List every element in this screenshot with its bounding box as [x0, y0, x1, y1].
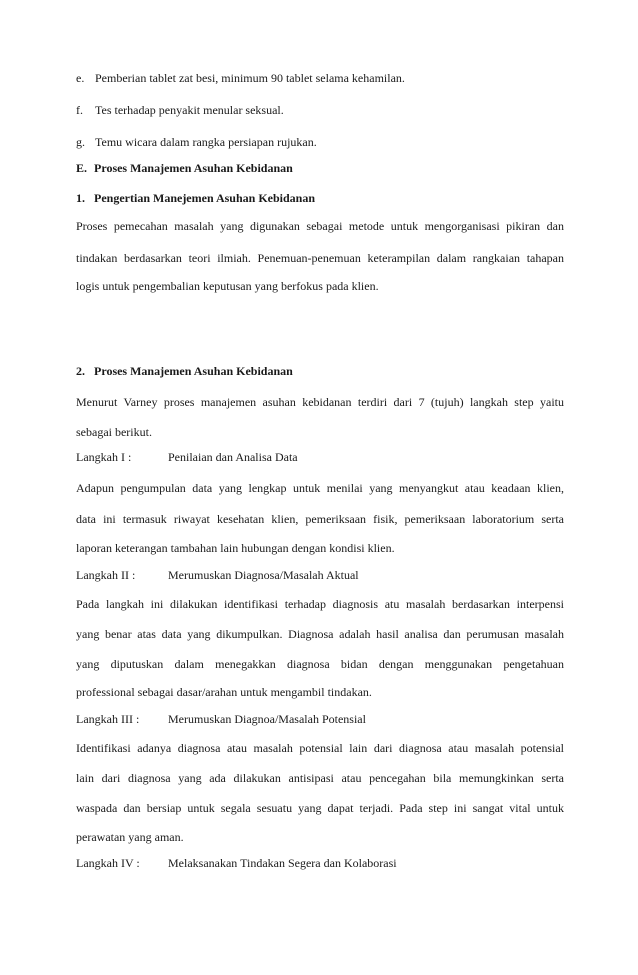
- list-item-e: [76, 70, 405, 86]
- subsection-marker: 2.: [76, 364, 85, 378]
- step-label: Langkah II :: [76, 568, 136, 582]
- step-title: Merumuskan Diagnoa/Masalah Potensial: [168, 712, 366, 726]
- paragraph-line: Adapun pengumpulan data yang lengkap untuk menilai yang menyangkut atau keadaan klien,: [76, 481, 564, 495]
- step-label: Langkah I :: [76, 450, 132, 464]
- list-item-f: [76, 102, 284, 118]
- step-title: Penilaian dan Analisa Data: [168, 450, 298, 464]
- step-title: Melaksanakan Tindakan Segera dan Kolaborasi: [168, 856, 397, 870]
- step-label: Langkah IV :: [76, 856, 140, 870]
- step-heading-4: [76, 855, 397, 871]
- paragraph-line: Menurut Varney proses manajemen asuhan kebidanan terdiri dari 7 (tujuh) langkah step yaitu: [76, 395, 564, 409]
- paragraph-line: professional sebagai dasar/arahan untuk mengambil tindakan.: [76, 685, 372, 699]
- paragraph-line: tindakan berdasarkan teori ilmiah. Penemuan-penemuan keterampilan dalam rangkaian tahapan: [76, 251, 564, 265]
- paragraph-line: perawatan yang aman.: [76, 830, 184, 844]
- list-text: Pemberian tablet zat besi, minimum 90 tablet selama kehamilan.: [95, 71, 405, 85]
- step-heading-2: [76, 567, 359, 583]
- step-heading-3: [76, 711, 366, 727]
- paragraph-line: laporan keterangan tambahan lain hubungan dengan kondisi klien.: [76, 541, 395, 555]
- subsection-marker: 1.: [76, 191, 85, 205]
- section-heading-e: [76, 160, 293, 176]
- subsection-heading-2: [76, 363, 293, 379]
- step-title: Merumuskan Diagnosa/Masalah Aktual: [168, 568, 359, 582]
- paragraph-line: lain dari diagnosa yang ada dilakukan antisipasi atau pencegahan bila memungkinkan serta: [76, 771, 564, 785]
- list-item-g: [76, 134, 317, 150]
- section-marker: E.: [76, 161, 88, 175]
- list-marker: g.: [76, 135, 85, 149]
- list-marker: e.: [76, 71, 85, 85]
- paragraph-line: yang diputuskan dalam menegakkan diagnosa bidan dengan menggunakan pengetahuan: [76, 657, 564, 671]
- subsection-heading-1: [76, 190, 315, 206]
- paragraph-line: waspada dan bersiap untuk segala sesuatu yang dapat terjadi. Pada step ini sangat vital untuk: [76, 801, 564, 815]
- subsection-title: Proses Manajemen Asuhan Kebidanan: [94, 364, 293, 378]
- paragraph-line: Identifikasi adanya diagnosa atau masalah potensial lain dari diagnosa atau masalah potensial: [76, 741, 564, 755]
- subsection-title: Pengertian Manejemen Asuhan Kebidanan: [94, 191, 316, 205]
- paragraph-line: Proses pemecahan masalah yang digunakan sebagai metode untuk mengorganisasi pikiran dan: [76, 219, 564, 233]
- section-title: Proses Manajemen Asuhan Kebidanan: [94, 161, 293, 175]
- step-label: Langkah III :: [76, 712, 140, 726]
- paragraph-line: logis untuk pengembalian keputusan yang berfokus pada klien.: [76, 279, 379, 293]
- paragraph-line: data ini termasuk riwayat kesehatan klien, pemeriksaan fisik, pemeriksaan laboratorium serta: [76, 512, 564, 526]
- paragraph-line: Pada langkah ini dilakukan identifikasi terhadap diagnosis atu masalah berdasarkan interpensi: [76, 597, 564, 611]
- list-text: Tes terhadap penyakit menular seksual.: [95, 103, 284, 117]
- list-marker: f.: [76, 103, 83, 117]
- paragraph-line: yang benar atas data yang dikumpulkan. Diagnosa adalah hasil analisa dan perumusan masalah: [76, 627, 564, 641]
- paragraph-line: sebagai berikut.: [76, 425, 152, 439]
- step-heading-1: [76, 449, 298, 465]
- list-text: Temu wicara dalam rangka persiapan rujukan.: [95, 135, 317, 149]
